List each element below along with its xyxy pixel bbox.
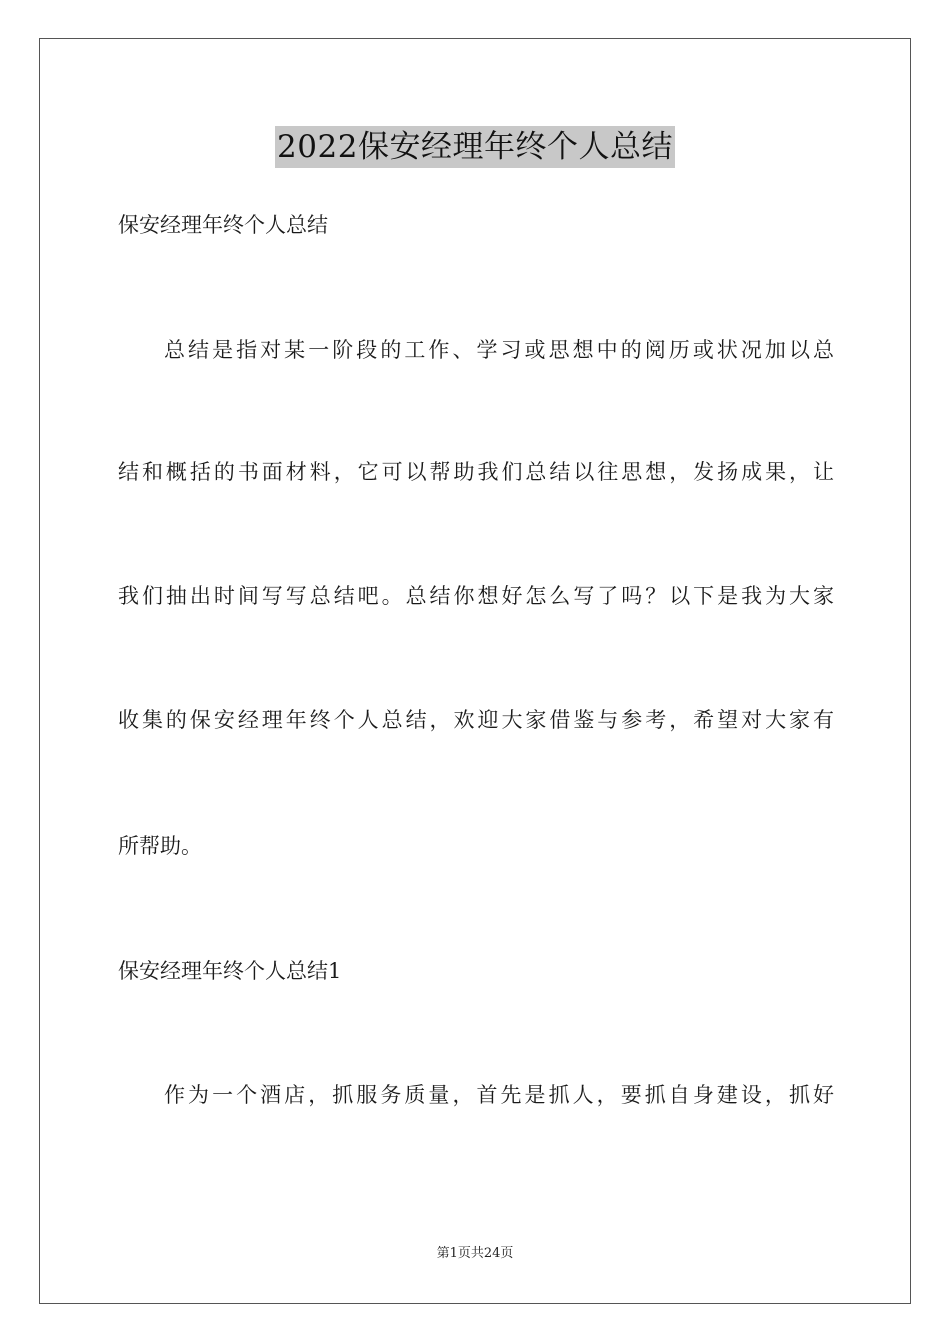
paragraph-line: 所帮助。 bbox=[118, 834, 202, 858]
paragraph-line: 收集的保安经理年终个人总结，欢迎大家借鉴与参考，希望对大家有 bbox=[118, 708, 834, 732]
title-container bbox=[0, 126, 950, 168]
subtitle-line: 保安经理年终个人总结 bbox=[118, 213, 328, 237]
document-title[interactable]: 2022保安经理年终个人总结 bbox=[275, 126, 675, 168]
paragraph-line: 结和概括的书面材料，它可以帮助我们总结以往思想，发扬成果，让 bbox=[118, 460, 834, 484]
page-number: 第1页 bbox=[436, 1246, 471, 1261]
section-heading: 保安经理年终个人总结1 bbox=[118, 959, 342, 983]
paragraph-line: 作为一个酒店，抓服务质量，首先是抓人，要抓自身建设，抓好 bbox=[164, 1083, 834, 1107]
paragraph-line: 总结是指对某一阶段的工作、学习或思想中的阅历或状况加以总 bbox=[164, 338, 834, 362]
paragraph-line: 我们抽出时间写写总结吧。总结你想好怎么写了吗？以下是我为大家 bbox=[118, 584, 834, 608]
page-total: 共24页 bbox=[470, 1246, 514, 1261]
page-footer bbox=[0, 1245, 950, 1263]
